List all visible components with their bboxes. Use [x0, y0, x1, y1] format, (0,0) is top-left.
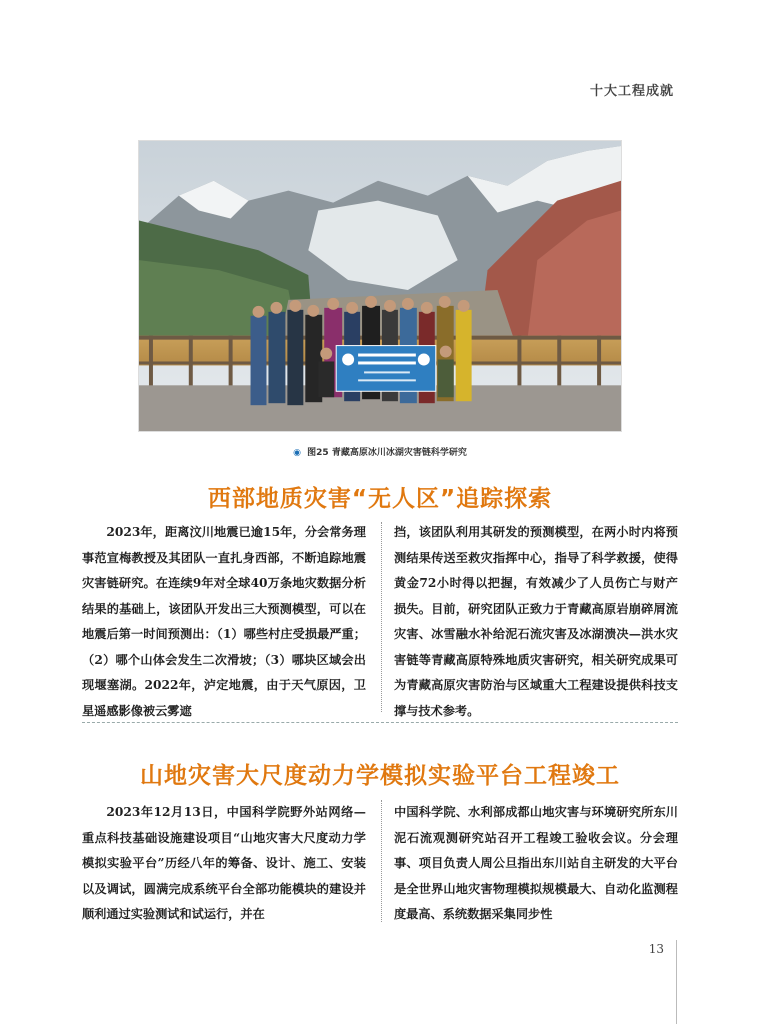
section1-right-paragraph: 挡，该团队利用其研发的预测模型，在两小时内将预测结果传送至救灾指挥中心，指导了科学救援，使得黄金72小时得以把握，有效减少了人员伤亡与财产损失。目前，研究团队正致力于青藏高原岩崩碎屑流灾害、冰雪融水补给泥石流灾害及冰湖溃决—洪水灾害链等青藏高原特殊地质灾害研究，相关研究成果可为青藏高原灾害防治与区域重大工程建设提供科技支撑与技术参考。 [394, 525, 678, 718]
caption-text: 青藏高原冰川冰湖灾害链科学研究 [331, 448, 467, 458]
running-header: 十大工程成就 [589, 84, 674, 99]
column-rule [381, 522, 382, 712]
section1-left-column [82, 520, 366, 724]
page-number: 13 [648, 942, 664, 956]
figure-caption [0, 445, 760, 458]
section-divider [82, 722, 678, 723]
column-rule [381, 800, 382, 922]
section2-left-column [82, 800, 366, 928]
caption-label: 图25 [307, 448, 329, 458]
section1-right-column [394, 520, 678, 724]
section2-right-column [394, 800, 678, 928]
section1-title: 西部地质灾害“无人区”追踪探索 [207, 486, 553, 512]
page-edge-line [676, 940, 677, 1024]
section1-left-paragraph: 2023年，距离汶川地震已逾15年，分会常务理事范宣梅教授及其团队一直扎身西部，不断追踪地震灾害链研究。在连续9年对全球40万条地灾数据分析结果的基础上，该团队开发出三大预测模型，可以在地震后第一时间预测出：（1）哪些村庄受损最严重；（2）哪个山体会发生二次滑坡；（3）哪块区域会出现堰塞湖。2022年，泸定地震，由于天气原因，卫星遥感影像被云雾遮 [82, 525, 366, 718]
caption-bullet-icon: ◉ [293, 448, 302, 458]
team-photo [138, 140, 622, 432]
section2-right-paragraph: 中国科学院、水利部成都山地灾害与环境研究所东川泥石流观测研究站召开工程竣工验收会议。分会理事、项目负责人周公旦指出东川站自主研发的大平台是全世界山地灾害物理模拟规模最大、自动化监测程度最高、系统数据采集同步性 [394, 805, 678, 921]
section2-left-paragraph: 2023年12月13日，中国科学院野外站网络—重点科技基础设施建设项目“山地灾害大尺度动力学模拟实验平台”历经八年的筹备、设计、施工、安装以及调试，圆满完成系统平台全部功能模块的建设并顺利通过实验测试和试运行，并在 [82, 805, 366, 921]
section2-title: 山地灾害大尺度动力学模拟实验平台工程竣工 [140, 763, 620, 789]
